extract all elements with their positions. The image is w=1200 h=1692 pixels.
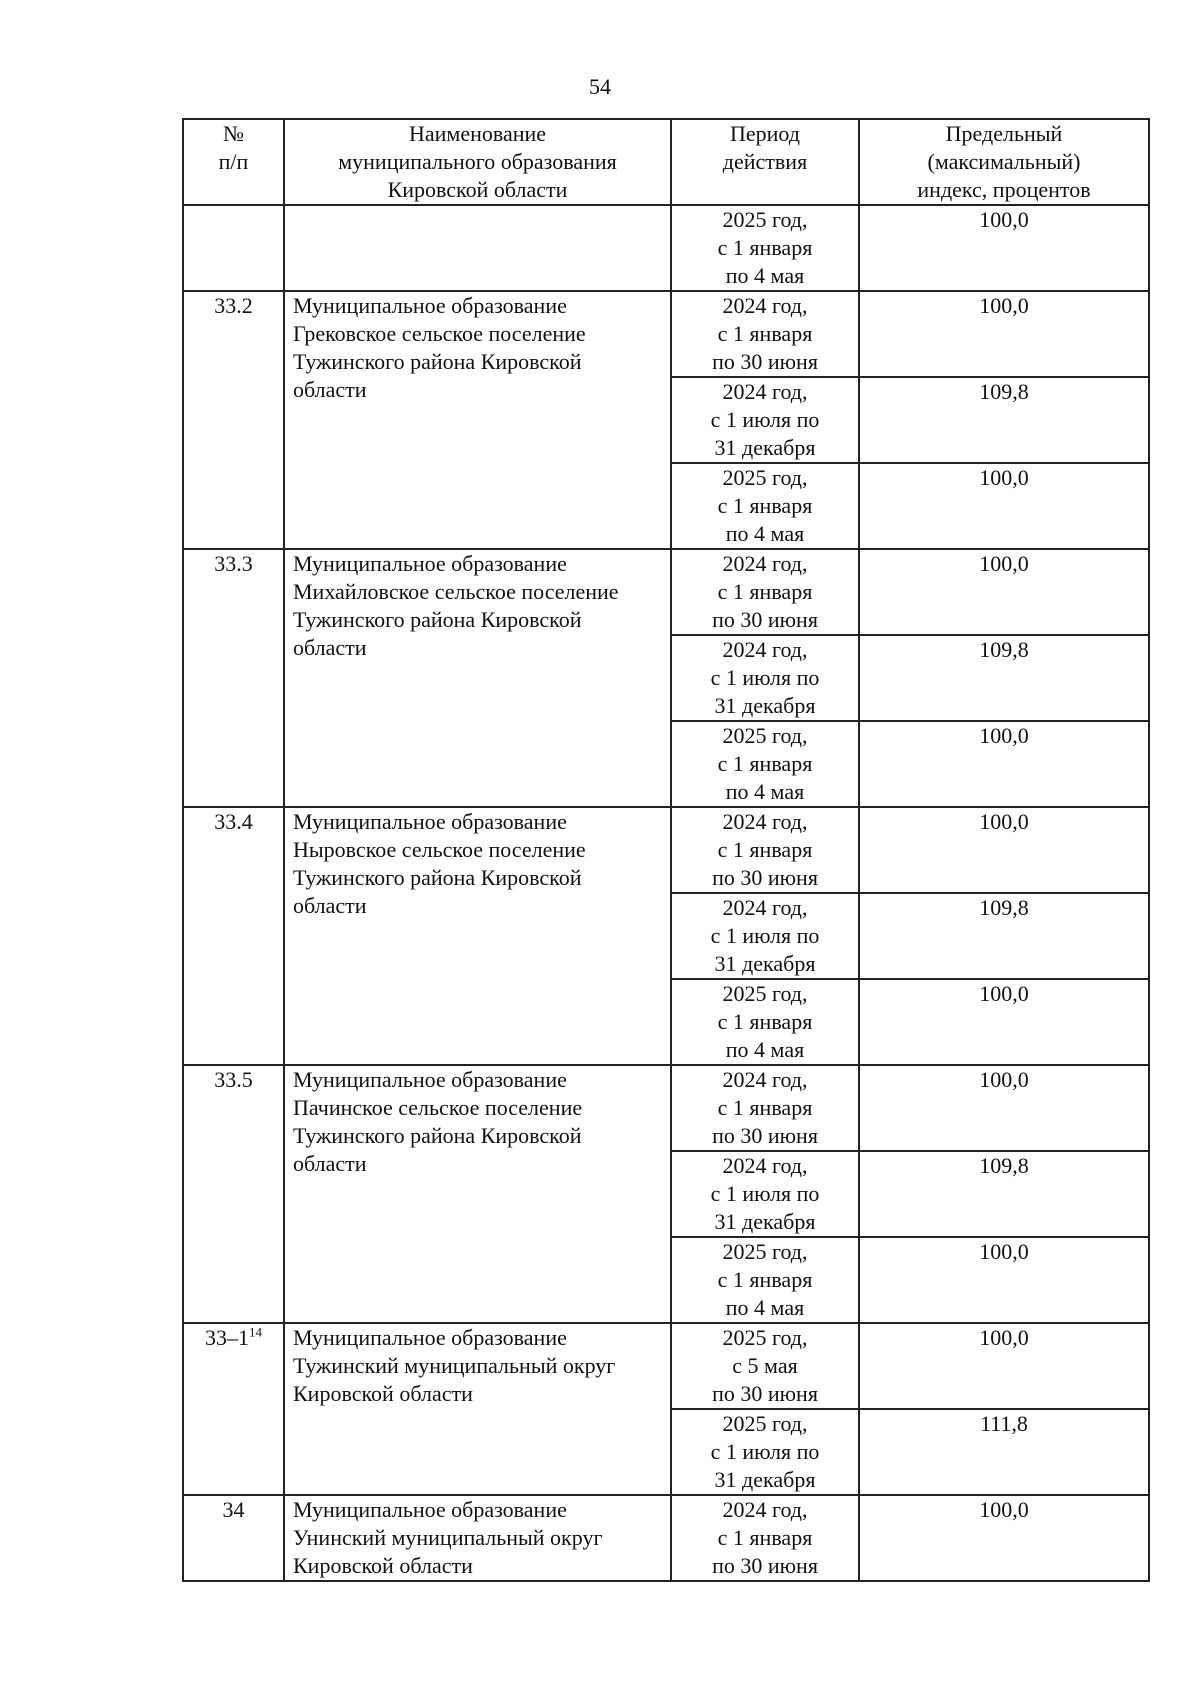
table-row (183, 549, 1149, 635)
index-value: 100,0 (859, 1323, 1149, 1409)
period-cell: 2024 год, с 1 июля по 31 декабря (671, 1151, 859, 1237)
footnote-marker: 14 (249, 1324, 262, 1340)
tariff-index-table (182, 118, 1150, 1582)
table-row (183, 1323, 1149, 1409)
header-num: № п/п (183, 119, 284, 205)
period-cell: 2025 год, с 1 января по 4 мая (671, 205, 859, 291)
municipality-name: Муниципальное образование Унинский муниципальный округ Кировской области (284, 1495, 671, 1581)
table-row (183, 205, 1149, 291)
municipality-name: Муниципальное образование Пачинское сельское поселение Тужинского района Кировской области (284, 1065, 671, 1323)
period-cell: 2025 год, с 5 мая по 30 июня (671, 1323, 859, 1409)
index-value: 100,0 (859, 721, 1149, 807)
index-value: 100,0 (859, 205, 1149, 291)
row-number: 33.4 (183, 807, 284, 1065)
period-cell: 2025 год, с 1 июля по 31 декабря (671, 1409, 859, 1495)
header-name: Наименование муниципального образования Кировской области (284, 119, 671, 205)
period-cell: 2024 год, с 1 июля по 31 декабря (671, 635, 859, 721)
table-row (183, 1495, 1149, 1581)
municipality-name: Муниципальное образование Ныровское сельское поселение Тужинского района Кировской области (284, 807, 671, 1065)
row-number: 33.2 (183, 291, 284, 549)
period-cell: 2024 год, с 1 января по 30 июня (671, 291, 859, 377)
row-number: 33.3 (183, 549, 284, 807)
row-number: 33.5 (183, 1065, 284, 1323)
table-body (183, 205, 1149, 1581)
municipality-name: Муниципальное образование Грековское сельское поселение Тужинского района Кировской области (284, 291, 671, 549)
period-cell: 2024 год, с 1 января по 30 июня (671, 1065, 859, 1151)
page-number: 54 (589, 74, 611, 99)
period-cell: 2025 год, с 1 января по 4 мая (671, 979, 859, 1065)
header-period: Период действия (671, 119, 859, 205)
header-index: Предельный (максимальный) индекс, процентов (859, 119, 1149, 205)
index-value: 100,0 (859, 291, 1149, 377)
period-cell: 2024 год, с 1 июля по 31 декабря (671, 377, 859, 463)
period-cell: 2025 год, с 1 января по 4 мая (671, 463, 859, 549)
row-number: 34 (183, 1495, 284, 1581)
period-cell: 2024 год, с 1 января по 30 июня (671, 549, 859, 635)
row-number (183, 205, 284, 291)
municipality-name: Муниципальное образование Тужинский муниципальный округ Кировской области (284, 1323, 671, 1495)
index-value: 111,8 (859, 1409, 1149, 1495)
table-header (183, 119, 1149, 205)
index-value: 109,8 (859, 1151, 1149, 1237)
index-value: 100,0 (859, 549, 1149, 635)
index-value: 100,0 (859, 1495, 1149, 1581)
index-value: 109,8 (859, 377, 1149, 463)
period-cell: 2024 год, с 1 января по 30 июня (671, 1495, 859, 1581)
municipality-name (284, 205, 671, 291)
period-cell: 2024 год, с 1 июля по 31 декабря (671, 893, 859, 979)
table-row (183, 1065, 1149, 1151)
period-cell: 2025 год, с 1 января по 4 мая (671, 721, 859, 807)
index-value: 100,0 (859, 1237, 1149, 1323)
index-value: 100,0 (859, 463, 1149, 549)
index-value: 100,0 (859, 979, 1149, 1065)
table-row (183, 291, 1149, 377)
period-cell: 2024 год, с 1 января по 30 июня (671, 807, 859, 893)
table-row (183, 807, 1149, 893)
index-value: 109,8 (859, 635, 1149, 721)
row-number: $33-1^{14}$ (183, 1323, 284, 1495)
index-value: 100,0 (859, 807, 1149, 893)
municipality-name: Муниципальное образование Михайловское сельское поселение Тужинского района Кировской области (284, 549, 671, 807)
index-value: 109,8 (859, 893, 1149, 979)
period-cell: 2025 год, с 1 января по 4 мая (671, 1237, 859, 1323)
index-value: 100,0 (859, 1065, 1149, 1151)
